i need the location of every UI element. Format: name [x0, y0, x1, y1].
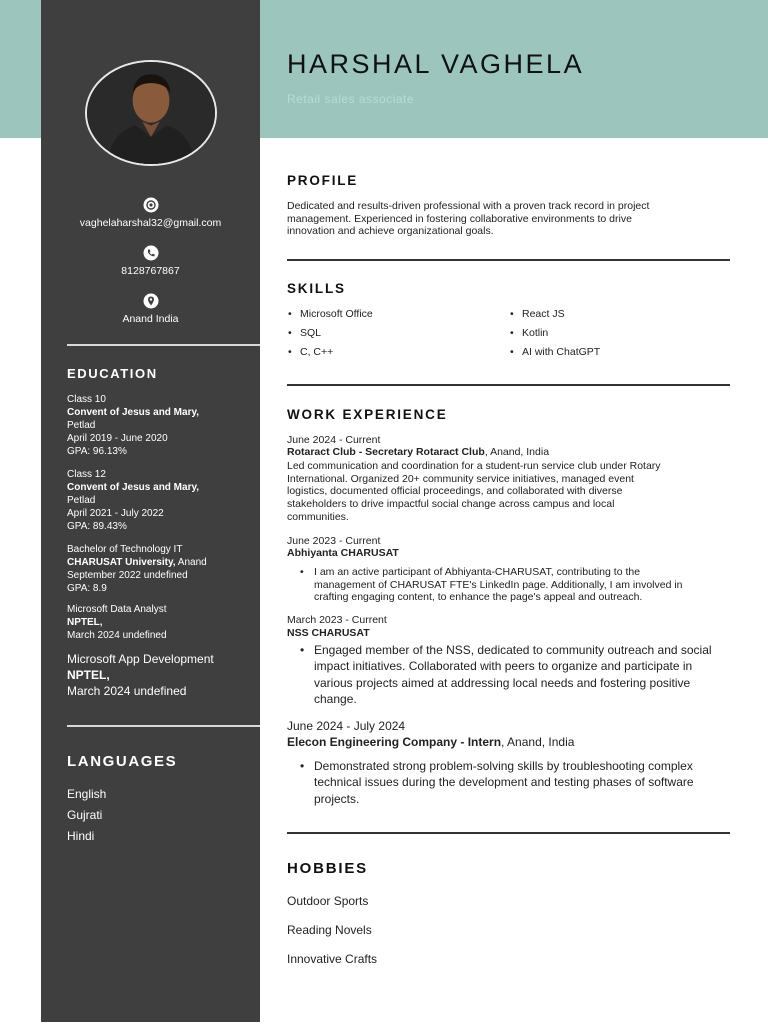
hobby-item: Reading Novels	[287, 923, 372, 937]
job-dates: June 2024 - July 2024	[287, 719, 406, 733]
work-experience-heading: WORK EXPERIENCE	[287, 407, 448, 422]
job-title	[287, 627, 370, 639]
job-desc-line: Engaged member of the NSS, dedicated to community outreach and social	[314, 643, 712, 657]
job-title-bold: Rotaract Club - Secretary Rotaract Club	[287, 446, 485, 458]
hobbies-heading: HOBBIES	[287, 860, 368, 877]
education-school: NPTEL,	[67, 668, 110, 682]
job-title-bold: Abhiyanta CHARUSAT	[287, 547, 399, 559]
education-level: Class 10	[67, 394, 106, 405]
job-desc-line: technical issues during the development and testing phases of software	[314, 775, 694, 790]
phone-icon	[143, 245, 159, 261]
education-dates: April 2019 - June 2020	[67, 433, 168, 444]
education-place: Petlad	[67, 420, 96, 431]
language-item: English	[67, 787, 107, 801]
skill-item: • Kotlin	[522, 327, 548, 339]
education-heading: EDUCATION	[67, 366, 158, 381]
skill-item: • SQL	[300, 327, 321, 339]
person-portrait-image	[87, 62, 215, 164]
job-desc-line: management of CHARUSAT FTE's LinkedIn page. Additionally, I am involved in	[314, 578, 683, 591]
profile-summary	[287, 200, 732, 238]
job-description	[314, 642, 714, 707]
job-description	[287, 460, 732, 524]
education-gpa: GPA: 96.13%	[67, 446, 127, 457]
location-text: Anand India	[122, 313, 179, 325]
sidebar-divider	[67, 725, 260, 727]
education-place: Anand	[175, 557, 207, 568]
profile-line: innovation and achieve organizational goals.	[287, 225, 494, 238]
skill-item: • AI with ChatGPT	[522, 346, 600, 358]
profile-heading: PROFILE	[287, 173, 359, 188]
education-gpa: GPA: 8.9	[67, 583, 107, 594]
job-desc-line: projects.	[314, 791, 360, 806]
candidate-name: HARSHAL VAGHELA	[287, 49, 585, 79]
skills-list	[287, 308, 732, 368]
job-dates: March 2023 - Current	[287, 614, 387, 626]
education-school: Convent of Jesus and Mary,	[67, 407, 200, 418]
job-desc-line: change.	[314, 691, 357, 706]
bullet-icon: •	[300, 566, 304, 578]
profile-line: management. Experienced in fostering collaborative environments to drive	[287, 212, 632, 225]
education-entry	[67, 651, 257, 699]
education-level: Microsoft Data Analyst	[67, 604, 167, 615]
candidate-role: Retail sales associate	[287, 92, 415, 106]
contact-location	[41, 293, 260, 325]
hobby-item: Innovative Crafts	[287, 952, 378, 966]
job-dates: June 2024 - Current	[287, 434, 381, 446]
job-description	[314, 758, 714, 807]
job-description	[314, 566, 732, 604]
education-dates: April 2021 - July 2022	[67, 508, 164, 519]
profile-photo	[85, 60, 217, 166]
education-place: Petlad	[67, 495, 96, 506]
sidebar-divider	[67, 344, 260, 346]
job-location: , Anand, India	[484, 446, 550, 458]
education-dates: September 2022 undefined	[67, 570, 188, 581]
job-desc-line: International. Organized 20+ community service initiatives, managed event	[287, 472, 634, 485]
education-level: Bachelor of Technology IT	[67, 544, 183, 555]
job-desc-line: stakeholders to drive impactful social change across campus and local	[287, 498, 615, 511]
education-school: NPTEL,	[67, 617, 103, 628]
job-title-bold: NSS CHARUSAT	[287, 627, 370, 639]
skill-item: • Microsoft Office	[300, 308, 373, 320]
section-divider	[287, 259, 730, 261]
section-divider	[287, 384, 730, 386]
job-desc-line: Led communication and coordination for a student-run service club under Rotary	[287, 460, 661, 472]
phone-text: 8128767867	[121, 265, 180, 277]
profile-line: Dedicated and results-driven professional with a proven track record in project	[287, 200, 650, 212]
education-entry	[67, 603, 257, 639]
email-text[interactable]: vaghelaharshal32@gmail.com	[79, 217, 222, 229]
hobby-item: Outdoor Sports	[287, 894, 369, 908]
job-title	[287, 735, 574, 749]
skill-item: • C, C++	[300, 346, 333, 358]
education-level: Class 12	[67, 469, 106, 480]
skills-heading: SKILLS	[287, 281, 346, 296]
location-pin-icon	[143, 293, 159, 309]
section-divider	[287, 832, 730, 834]
language-item: Hindi	[67, 829, 95, 843]
bullet-icon: •	[300, 643, 305, 657]
bullet-icon: •	[300, 759, 305, 773]
job-desc-line: logistics, documented official proceedings, and collaborated with diverse	[287, 485, 623, 498]
job-desc-line: I am an active participant of Abhiyanta-CHARUSAT, contributing to the	[314, 566, 641, 578]
job-title	[287, 446, 549, 458]
job-title	[287, 547, 399, 559]
job-desc-line: crafting engaging content, to enhance the page's appeal and outreach.	[314, 591, 643, 604]
job-desc-line: various projects aimed at addressing local needs and fostering positive	[314, 675, 691, 690]
job-location: , Anand, India	[501, 735, 575, 749]
email-icon	[143, 197, 159, 213]
education-entry	[67, 393, 257, 458]
languages-heading: LANGUAGES	[67, 753, 178, 770]
education-school: CHARUSAT University,	[67, 557, 176, 568]
skill-item: • React JS	[522, 308, 565, 320]
education-school: Convent of Jesus and Mary,	[67, 482, 200, 493]
language-item: Gujrati	[67, 808, 103, 822]
job-title-bold: Elecon Engineering Company - Intern	[287, 735, 502, 749]
education-dates: March 2024 undefined	[67, 684, 187, 698]
education-entry	[67, 543, 257, 595]
contact-phone	[41, 245, 260, 277]
job-desc-line: impact initiatives. Collaborated with peers to organize and participate in	[314, 659, 693, 674]
job-dates: June 2023 - Current	[287, 535, 381, 547]
job-desc-line: communities.	[287, 510, 349, 523]
education-entry	[67, 468, 257, 533]
education-dates: March 2024 undefined	[67, 630, 167, 639]
education-gpa: GPA: 89.43%	[67, 521, 127, 532]
job-desc-line: Demonstrated strong problem-solving skills by troubleshooting complex	[314, 759, 693, 773]
sidebar	[41, 0, 260, 1022]
education-level: Microsoft App Development	[67, 652, 214, 666]
contact-email	[41, 197, 260, 229]
